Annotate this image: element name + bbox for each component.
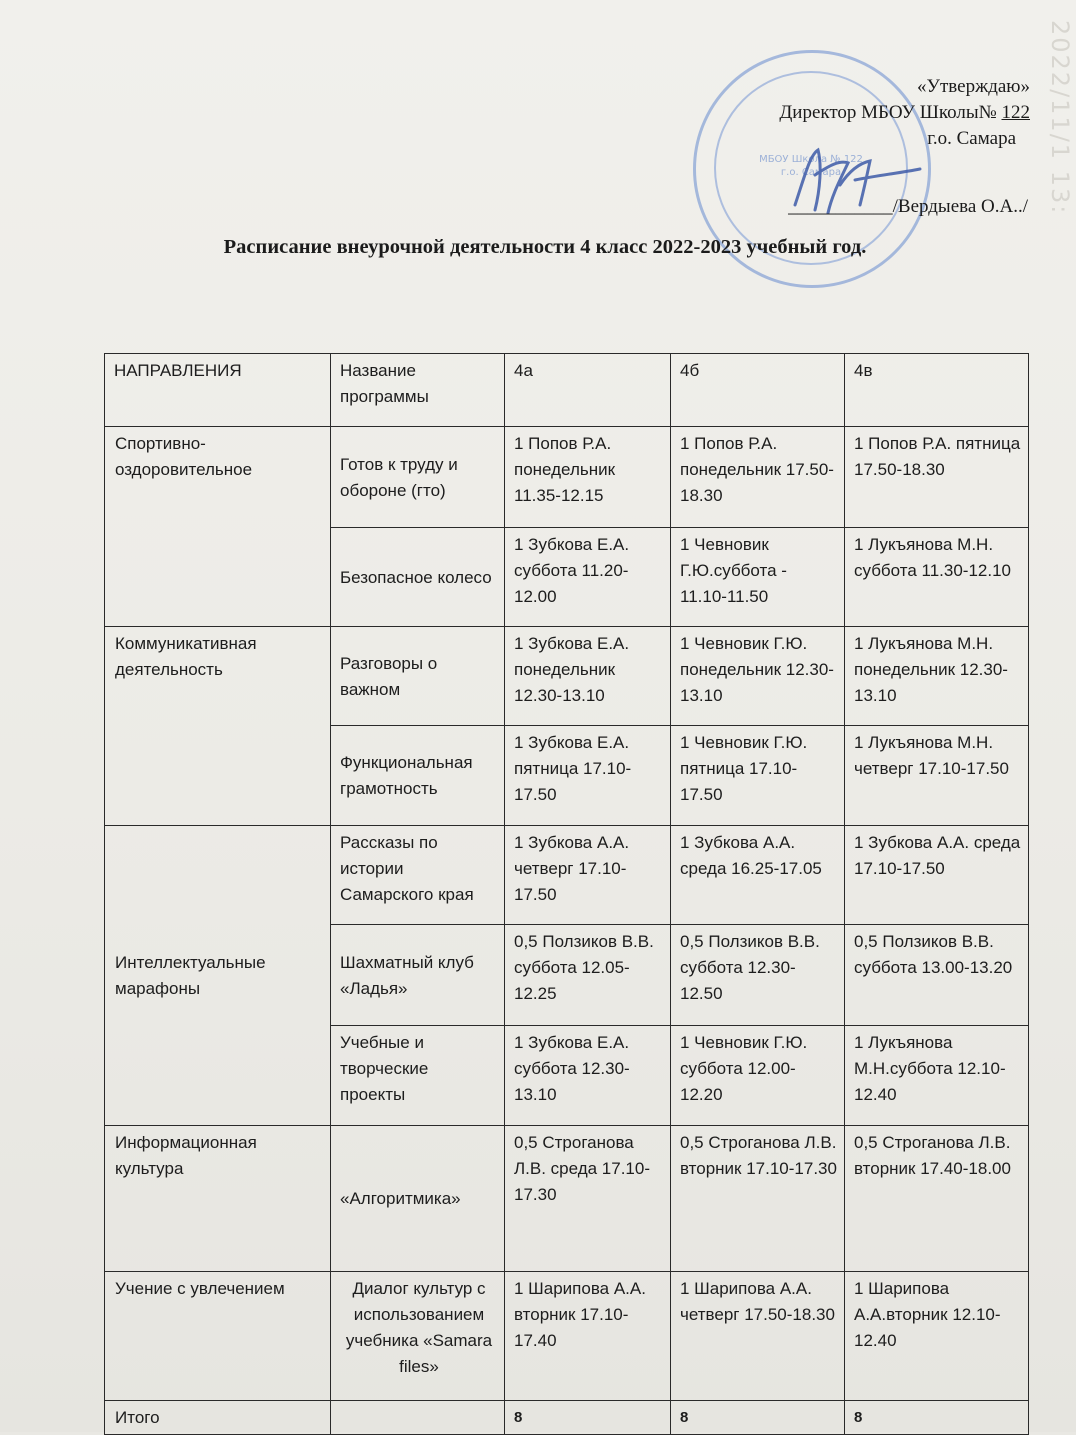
- cell-4a: 0,5 Строганова Л.В. среда 17.10-17.30: [505, 1126, 671, 1272]
- cell-4a: 0,5 Ползиков В.В. суббота 12.05-12.25: [505, 925, 671, 1026]
- cell-4v: 1 Шарипова А.А.вторник 12.10-12.40: [845, 1272, 1029, 1401]
- program-cell: Разговоры о важном: [331, 627, 505, 726]
- header-directions: НАПРАВЛЕНИЯ: [105, 354, 331, 427]
- cell-4v: 1 Попов Р.А. пятница 17.50-18.30: [845, 427, 1029, 528]
- cell-4v: 1 Лукъянова М.Н. понедельник 12.30-13.10: [845, 627, 1029, 726]
- cell-4v: 0,5 Ползиков В.В. суббота 13.00-13.20: [845, 925, 1029, 1026]
- program-cell: Функциональная грамотность: [331, 726, 505, 826]
- header-4v: 4в: [845, 354, 1029, 427]
- cell-4a: 1 Зубкова Е.А. суббота 12.30-13.10: [505, 1026, 671, 1126]
- table-row: [105, 627, 1029, 726]
- page-title: Расписание внеурочной деятельности 4 класс 2022-2023 учебный год.: [223, 236, 867, 258]
- cell-4v: 1 Зубкова А.А. среда 17.10-17.50: [845, 826, 1029, 925]
- program-cell: Диалог культур с использованием учебника «Samara files»: [331, 1272, 505, 1401]
- cell-4b: 1 Чевновик Г.Ю. понедельник 12.30-13.10: [671, 627, 845, 726]
- total-4v: 8: [845, 1401, 1029, 1435]
- approval-block: [700, 74, 1030, 220]
- cell-4v: 1 Лукъянова М.Н. четверг 17.10-17.50: [845, 726, 1029, 826]
- cell-4a: 1 Зубкова Е.А. понедельник 12.30-13.10: [505, 627, 671, 726]
- program-cell: Безопасное колесо: [331, 528, 505, 627]
- city-line: г.о. Самара: [927, 128, 1016, 149]
- director-position: Директор МБОУ Школы№: [779, 102, 1002, 123]
- cell-4a: 1 Зубкова Е.А. пятница 17.10-17.50: [505, 726, 671, 826]
- table-row: [105, 1272, 1029, 1401]
- photo-timestamp: 2022/11/1 13:: [1046, 20, 1074, 216]
- cell-4a: 1 Попов Р.А. понедельник 11.35-12.15: [505, 427, 671, 528]
- program-cell: Рассказы по истории Самарского края: [331, 826, 505, 925]
- direction-learning: Учение с увлечением: [105, 1272, 331, 1401]
- program-cell: «Алгоритмика»: [331, 1126, 505, 1272]
- cell-4b: 1 Чевновик Г.Ю. пятница 17.10-17.50: [671, 726, 845, 826]
- table-row: [105, 826, 1029, 925]
- table-row: [105, 1126, 1029, 1272]
- header-4a: 4а: [505, 354, 671, 427]
- total-4a: 8: [505, 1401, 671, 1435]
- cell-4b: 1 Шарипова А.А. четверг 17.50-18.30: [671, 1272, 845, 1401]
- header-4b: 4б: [671, 354, 845, 427]
- program-cell: Шахматный клуб «Ладья»: [331, 925, 505, 1026]
- program-cell: Готов к труду и обороне (гто): [331, 427, 505, 528]
- total-program-cell: [331, 1401, 505, 1435]
- cell-4b: 1 Чевновик Г.Ю. суббота 12.00-12.20: [671, 1026, 845, 1126]
- cell-4v: 1 Лукъянова М.Н.суббота 12.10-12.40: [845, 1026, 1029, 1126]
- direction-communication: Коммуникативная деятельность: [105, 627, 331, 826]
- total-label: Итого: [105, 1401, 331, 1435]
- cell-4b: 1 Чевновик Г.Ю.суббота - 11.10-11.50: [671, 528, 845, 627]
- table-row: [105, 427, 1029, 528]
- cell-4b: 1 Попов Р.А. понедельник 17.50-18.30: [671, 427, 845, 528]
- stamp-text: МБОУ Школа № 122 г.о. Самара: [759, 154, 863, 178]
- signature-line: ___________/Вердыева О.А../: [788, 196, 1028, 217]
- cell-4a: 1 Шарипова А.А. вторник 17.10-17.40: [505, 1272, 671, 1401]
- schedule-table: [104, 353, 1029, 1435]
- cell-4b: 0,5 Строганова Л.В. вторник 17.10-17.30: [671, 1126, 845, 1272]
- direction-intellect: Интеллектуальные марафоны: [105, 826, 331, 1126]
- cell-4b: 1 Зубкова А.А. среда 16.25-17.05: [671, 826, 845, 925]
- cell-4b: 0,5 Ползиков В.В. суббота 12.30-12.50: [671, 925, 845, 1026]
- director-line: [700, 100, 1030, 126]
- cell-4a: 1 Зубкова Е.А. суббота 11.20-12.00: [505, 528, 671, 627]
- table-total-row: [105, 1401, 1029, 1435]
- approval-title: «Утверждаю»: [917, 76, 1030, 97]
- total-4b: 8: [671, 1401, 845, 1435]
- cell-4v: 1 Лукъянова М.Н. суббота 11.30-12.10: [845, 528, 1029, 627]
- direction-info: Информационная культура: [105, 1126, 331, 1272]
- cell-4a: 1 Зубкова А.А. четверг 17.10-17.50: [505, 826, 671, 925]
- table-header-row: [105, 354, 1029, 427]
- cell-4v: 0,5 Строганова Л.В. вторник 17.40-18.00: [845, 1126, 1029, 1272]
- school-number: 122: [1001, 102, 1030, 123]
- program-cell: Учебные и творческие проекты: [331, 1026, 505, 1126]
- header-program: Название программы: [331, 354, 505, 427]
- direction-sport: Спортивно-оздоровительное: [105, 427, 331, 627]
